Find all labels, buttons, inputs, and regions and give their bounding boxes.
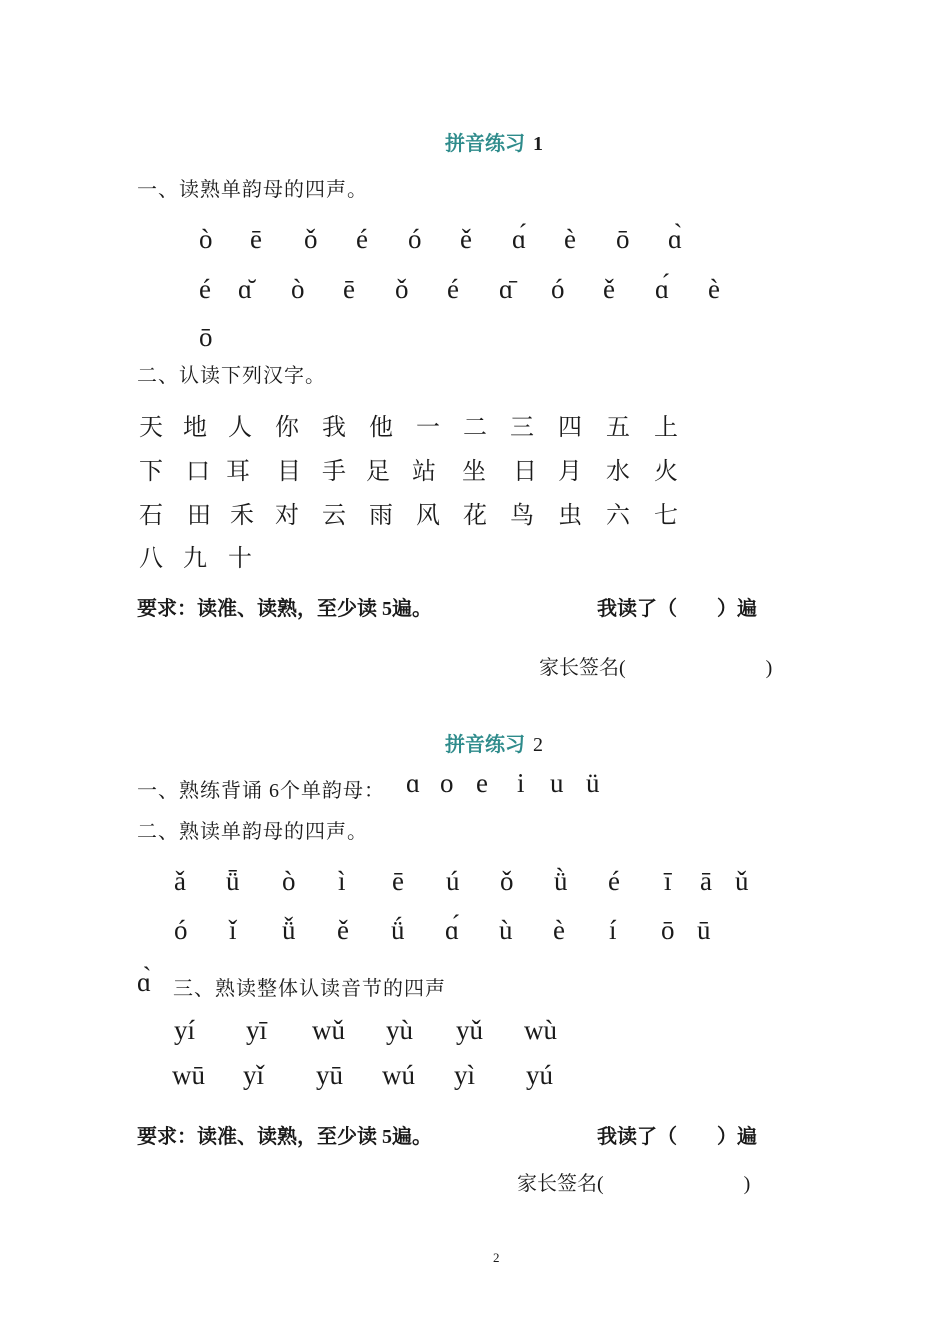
- pinyin-item: ō: [661, 915, 675, 945]
- hanzi-item: 禾: [230, 503, 254, 529]
- section2-question-1: 一、熟练背诵 6个单韵母：: [137, 780, 385, 802]
- pinyin-item: ǘ: [391, 915, 405, 945]
- section1-title: [445, 127, 543, 156]
- syllable-item: yǔ: [456, 1015, 483, 1045]
- pinyin-item: ù: [499, 915, 513, 945]
- pinyin-item: ò: [199, 224, 213, 254]
- hanzi-item: 足: [366, 459, 390, 485]
- pinyin-item: ǒ: [304, 224, 318, 254]
- pinyin-item: è: [564, 224, 576, 254]
- pinyin-item: ǎ: [174, 866, 186, 896]
- pinyin-item: ǒ: [395, 274, 409, 304]
- hanzi-item: 站: [412, 459, 436, 485]
- section2-title-text: 拼音练习: [445, 734, 525, 756]
- section1-title-number: 1: [533, 133, 543, 155]
- hanzi-item: 日: [513, 459, 537, 485]
- section2-requirement: 要求：读准、读熟，至少读 5遍。: [137, 1126, 432, 1148]
- pinyin-item: ǔ: [735, 866, 749, 896]
- hanzi-item: 天: [139, 415, 163, 441]
- pinyin-item: ó: [174, 915, 188, 945]
- section2-question-2: 二、熟读单韵母的四声。: [137, 821, 368, 843]
- hanzi-item: 水: [606, 459, 630, 485]
- pinyin-item: ǐ: [229, 915, 237, 945]
- pinyin-item: ì: [338, 866, 346, 896]
- section2-read-count: 我读了（ ）遍: [597, 1126, 757, 1148]
- section2-title-number: 2: [533, 734, 543, 756]
- syllable-item: yí: [174, 1015, 196, 1045]
- pinyin-item: ē: [392, 866, 404, 896]
- hanzi-item: 他: [369, 415, 393, 441]
- section1-title-text: 拼音练习: [445, 133, 525, 155]
- pinyin-item: ɑ́: [655, 274, 670, 304]
- pinyin-item: ě: [603, 274, 615, 304]
- pinyin-item: í: [609, 915, 617, 945]
- section2-title: [445, 728, 543, 757]
- pinyin-item: ǚ: [282, 915, 296, 945]
- hanzi-item: 对: [275, 503, 299, 529]
- vowel-item: ɑ: [406, 768, 421, 798]
- pinyin-item: ó: [551, 274, 565, 304]
- syllable-item: yì: [454, 1060, 476, 1090]
- hanzi-item: 下: [139, 459, 163, 485]
- vowel-item: i: [517, 768, 525, 798]
- section1-requirement: 要求：读准、读熟，至少读 5遍。: [137, 598, 432, 620]
- syllable-item: yū: [316, 1060, 343, 1090]
- pinyin-item: ǖ: [226, 866, 240, 896]
- pinyin-item: ɑ̆: [238, 274, 253, 304]
- hanzi-item: 上: [654, 415, 678, 441]
- pinyin-item: ě: [460, 224, 472, 254]
- pinyin-item: ɑ́: [512, 224, 527, 254]
- syllable-item: yǐ: [243, 1060, 265, 1090]
- page-number: 2: [493, 1250, 500, 1265]
- pinyin-item: é: [447, 274, 459, 304]
- syllable-item: yú: [526, 1060, 553, 1090]
- hanzi-item: 十: [228, 546, 252, 572]
- pinyin-item: ū: [697, 915, 711, 945]
- hanzi-item: 我: [322, 415, 346, 441]
- hanzi-item: 花: [463, 503, 487, 529]
- hanzi-item: 一: [416, 415, 440, 441]
- pinyin-item: ǜ: [554, 866, 568, 896]
- syllable-item: wǔ: [312, 1015, 345, 1045]
- hanzi-item: 三: [510, 415, 534, 441]
- section1-question-1: 一、读熟单韵母的四声。: [137, 179, 368, 201]
- hanzi-item: 六: [606, 503, 630, 529]
- hanzi-item: 四: [558, 415, 582, 441]
- pinyin-item: ō: [616, 224, 630, 254]
- syllable-item: wú: [382, 1060, 415, 1090]
- pinyin-item: é: [356, 224, 368, 254]
- pinyin-item: ɑ̀: [668, 224, 683, 254]
- hanzi-item: 虫: [558, 503, 582, 529]
- hanzi-item: 风: [416, 503, 440, 529]
- section1-parent-signature: 家长签名( ): [539, 657, 773, 679]
- hanzi-item: 坐: [462, 459, 486, 485]
- pinyin-item: ī: [664, 866, 672, 896]
- pinyin-item: ò: [291, 274, 305, 304]
- hanzi-item: 目: [277, 459, 301, 485]
- hanzi-item: 二: [463, 415, 487, 441]
- hanzi-item: 云: [322, 503, 346, 529]
- section2-parent-signature: 家长签名( ): [517, 1173, 751, 1195]
- hanzi-item: 耳: [226, 459, 250, 485]
- hanzi-item: 石: [139, 503, 163, 529]
- pinyin-item: ē: [250, 224, 262, 254]
- syllable-item: wù: [524, 1015, 557, 1045]
- pinyin-item: ú: [446, 866, 460, 896]
- pinyin-item: è: [708, 274, 720, 304]
- hanzi-item: 你: [275, 415, 299, 441]
- pinyin-item: é: [608, 866, 620, 896]
- syllable-item: yī: [246, 1015, 268, 1045]
- hanzi-item: 火: [654, 459, 678, 485]
- pinyin-item: ǒ: [500, 866, 514, 896]
- pinyin-item: ē: [343, 274, 355, 304]
- section2-question-3: 三、熟读整体认读音节的四声: [173, 978, 446, 1000]
- vowel-item: u: [550, 768, 564, 798]
- hanzi-item: 五: [606, 415, 630, 441]
- hanzi-item: 九: [183, 546, 207, 572]
- pinyin-item: ɑ́: [445, 915, 460, 945]
- hanzi-item: 鸟: [510, 503, 534, 529]
- hanzi-item: 八: [139, 546, 163, 572]
- hanzi-item: 口: [186, 459, 210, 485]
- hanzi-item: 手: [322, 459, 346, 485]
- pinyin-item: ā: [700, 866, 712, 896]
- pinyin-item: ō: [199, 322, 213, 352]
- pinyin-item: ɑ̄: [499, 274, 514, 304]
- hanzi-item: 月: [558, 459, 582, 485]
- section1-read-count: 我读了（ ）遍: [597, 598, 757, 620]
- hanzi-item: 人: [228, 415, 252, 441]
- section1-question-2: 二、认读下列汉字。: [137, 365, 326, 387]
- hanzi-item: 雨: [369, 503, 393, 529]
- syllable-item: wū: [172, 1060, 205, 1090]
- hanzi-item: 七: [654, 503, 678, 529]
- pinyin-item: ò: [282, 866, 296, 896]
- pinyin-item: ó: [408, 224, 422, 254]
- vowel-item: e: [476, 768, 488, 798]
- pinyin-item: è: [553, 915, 565, 945]
- section2-leading-pinyin: ɑ̀: [137, 967, 152, 997]
- hanzi-item: 田: [187, 503, 211, 529]
- pinyin-item: ě: [337, 915, 349, 945]
- pinyin-item: é: [199, 274, 211, 304]
- hanzi-item: 地: [183, 415, 207, 441]
- syllable-item: yù: [386, 1015, 413, 1045]
- vowel-item: o: [440, 768, 454, 798]
- vowel-item: ü: [586, 768, 600, 798]
